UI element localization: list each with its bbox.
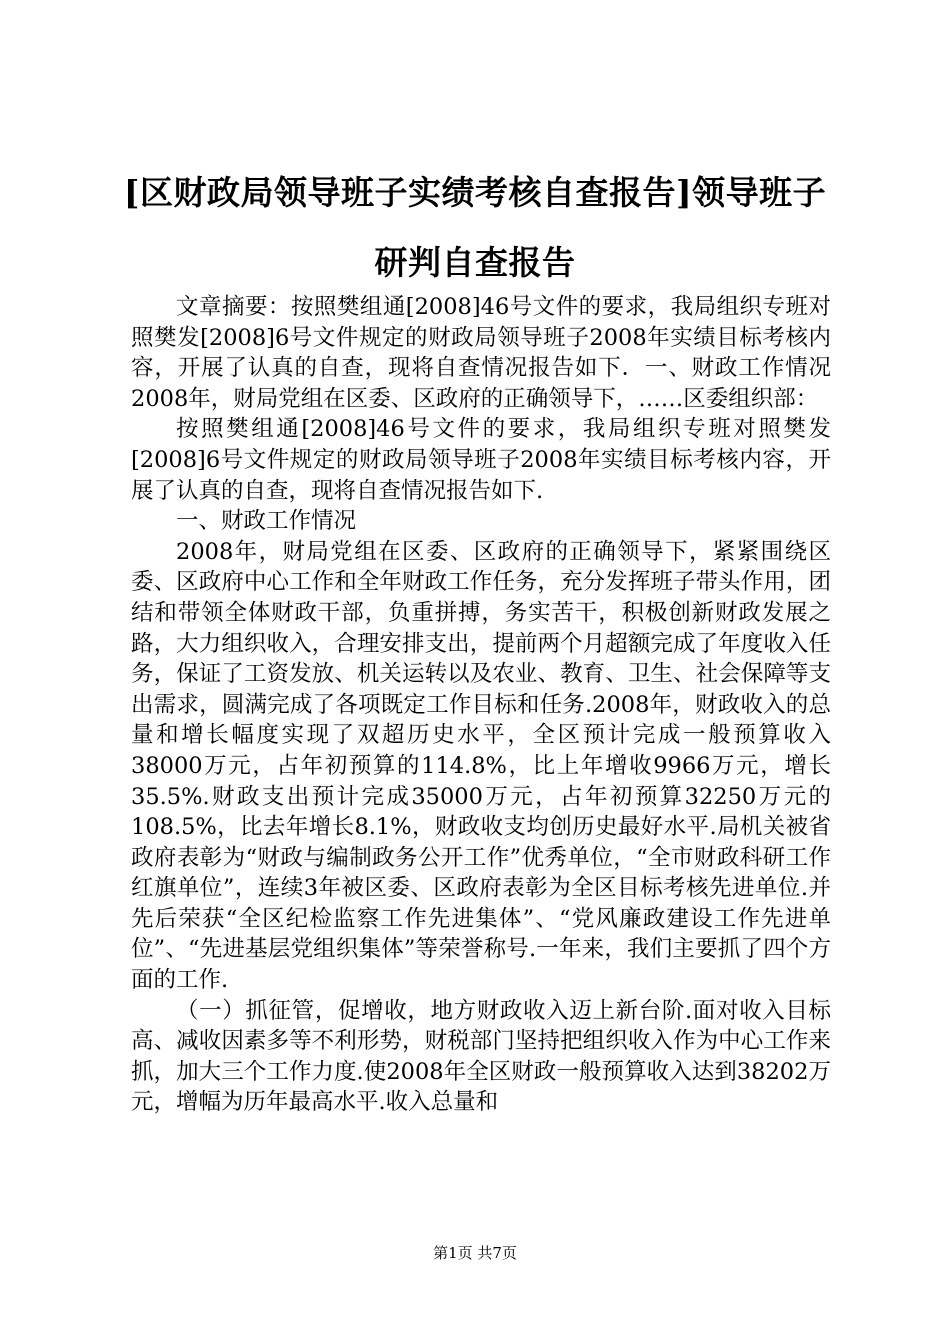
section-heading-financial-work: 一、财政工作情况 [176, 508, 357, 535]
paragraph-revenue-collection: （一）抓征管，促增收，地方财政收入迈上新台阶.面对收入目标高、减收因素多等不利形势，财税部门坚持把组织收入作为中心工作来抓，加大三个工作力度.使2008年全区财政一般预算收入达到38202万元，增幅为历年最高水平.收入总量和 [131, 997, 831, 1116]
paragraph-abstract: 文章摘要：按照樊组通[2008]46号文件的要求，我局组织专班对照樊发[2008]6号文件规定的财政局领导班子2008年实绩目标考核内容，开展了认真的自查，现将自查情况报告如下．一、财政工作情况2008年，财局党组在区委、区政府的正确领导下，……区委组织部： [131, 294, 831, 412]
document-body [131, 292, 831, 1118]
document-title: [区财政局领导班子实绩考核自查报告]领导班子研判自查报告 [123, 173, 827, 282]
paragraph-2008-summary: 2008年，财局党组在区委、区政府的正确领导下，紧紧围绕区委、区政府中心工作和全年财政工作任务，充分发挥班子带头作用，团结和带领全体财政干部，负重拼搏，务实苦干，积极创新财政发展之路，大力组织收入，合理安排支出，提前两个月超额完成了年度收入任务，保证了工资发放、机关运转以及农业、教育、卫生、社会保障等支出需求，圆满完成了各项既定工作目标和任务.2008年，财政收入的总量和增长幅度实现了双超历史水平，全区预计完成一般预算收入38000万元，占年初预算的114.8%，比上年增收9966万元，增长35.5%.财政支出预计完成35000万元，占年初预算32250万元的108.5%，比去年增长8.1%，财政收支均创历史最好水平.局机关被省政府表彰为“财政与编制政务公开工作”优秀单位，“全市财政科研工作红旗单位”，连续3年被区委、区政府表彰为全区目标考核先进单位.并先后荣获“全区纪检监察工作先进集体”、“党风廉政建设工作先进单位”、“先进基层党组织集体”等荣誉称号.一年来，我们主要抓了四个方面的工作. [131, 538, 831, 994]
paragraph-intro: 按照樊组通[2008]46号文件的要求，我局组织专班对照樊发[2008]6号文件规定的财政局领导班子2008年实绩目标考核内容，开展了认真的自查，现将自查情况报告如下. [131, 416, 831, 504]
page-footer: 第1页 共7页 [433, 1244, 517, 1262]
